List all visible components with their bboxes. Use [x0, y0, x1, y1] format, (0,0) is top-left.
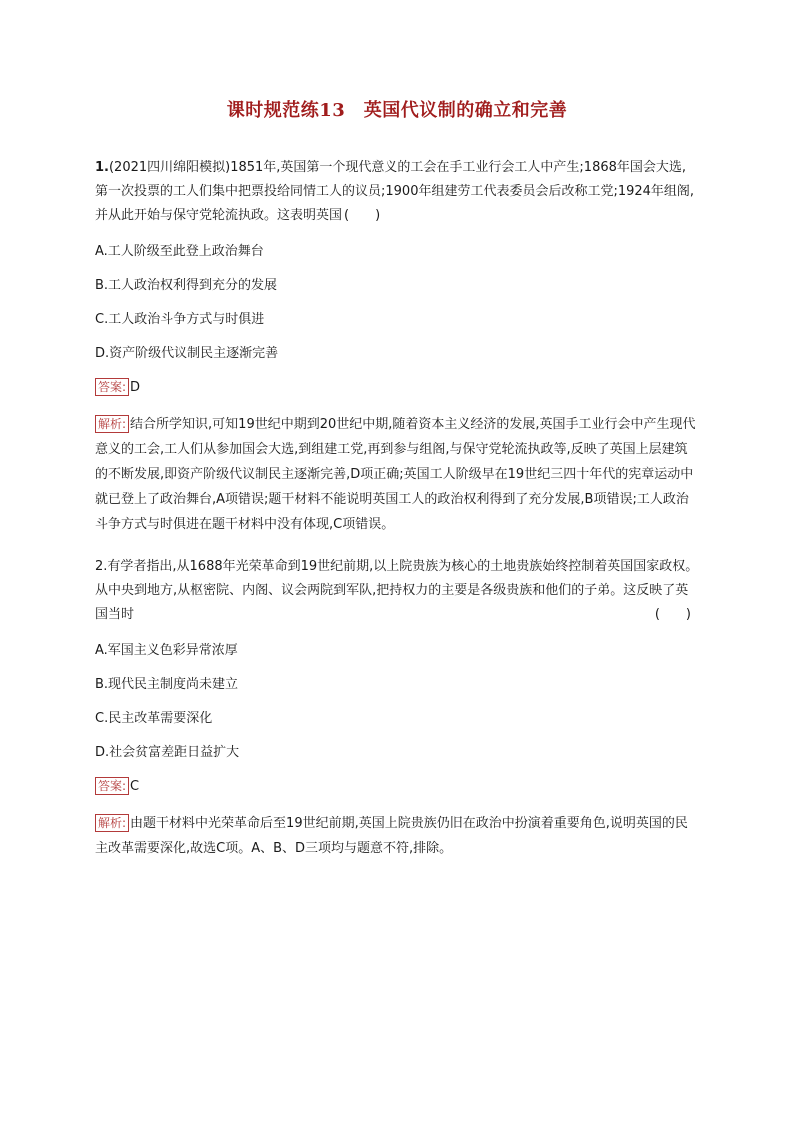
analysis-tag: 解析:: [95, 415, 129, 433]
question-1-answer-blank: ( ): [344, 208, 381, 223]
question-1-number: 1.: [95, 160, 109, 175]
question-1-stem: [95, 156, 699, 228]
question-2-number: 2.: [95, 559, 108, 574]
question-2-answer-value: C: [130, 779, 140, 794]
question-2-answer-blank: ( ): [654, 607, 691, 622]
question-2-stem: [95, 555, 699, 627]
analysis-tag: 解析:: [95, 814, 129, 832]
question-2: [95, 555, 699, 861]
question-1-option-c: C.工人政治斗争方式与时俱进: [95, 312, 265, 327]
question-1: [95, 156, 699, 537]
question-2-option-b: B.现代民主制度尚未建立: [95, 677, 239, 692]
question-2-analysis-text: 由题干材料中光荣革命后至19世纪前期,英国上院贵族仍旧在政治中扮演着重要角色,说明英国的民主改革需要深化,故选C项。A、B、D三项均与题意不符,排除。: [95, 816, 688, 856]
question-1-option-a: A.工人阶级至此登上政治舞台: [95, 244, 264, 259]
page-title: 课时规范练13 英国代议制的确立和完善: [226, 100, 568, 121]
question-1-analysis-text: 结合所学知识,可知19世纪中期到20世纪中期,随着资本主义经济的发展,英国手工业行会中产生现代意义的工会,工人们从参加国会大选,到组建工党,再到参与组阁,与保守党轮流执政等,反映了英国上层建筑的不断发展,即资产阶级代议制民主逐渐完善,D项正确;英国工人阶级早在19世纪三四十年代的宪章运动中就已登上了政治舞台,A项错误;题干材料不能说明英国工人的政治权利得到了充分发展,B项错误;工人政治斗争方式与时俱进在题干材料中没有体现,C项错误。: [95, 417, 696, 532]
question-1-text: (2021四川绵阳模拟)1851年,英国第一个现代意义的工会在手工业行会工人中产生;1868年国会大选,第一次投票的工人们集中把票投给同情工人的议员;1900年组建劳工代表委员会后改称工党;1924年组阁,并从此开始与保守党轮流执政。这表明英国: [95, 160, 695, 223]
question-2-answer: [95, 777, 699, 797]
question-2-text: 有学者指出,从1688年光荣革命到19世纪前期,以上院贵族为核心的土地贵族始终控制着英国国家政权。从中央到地方,从枢密院、内阁、议会两院到军队,把持权力的主要是各级贵族和他们的子弟。这反映了英国当时: [95, 559, 699, 622]
question-1-option-b: B.工人政治权利得到充分的发展: [95, 278, 278, 293]
question-1-analysis: [95, 412, 699, 537]
answer-tag: 答案:: [95, 777, 129, 795]
question-1-answer: [95, 378, 699, 398]
question-2-option-a: A.军国主义色彩异常浓厚: [95, 643, 238, 658]
question-2-option-c: C.民主改革需要深化: [95, 711, 213, 726]
question-2-option-d: D.社会贫富差距日益扩大: [95, 745, 240, 760]
question-2-analysis: [95, 811, 699, 861]
question-1-answer-value: D: [130, 380, 141, 395]
answer-tag: 答案:: [95, 378, 129, 396]
question-1-option-d: D.资产阶级代议制民主逐渐完善: [95, 346, 279, 361]
